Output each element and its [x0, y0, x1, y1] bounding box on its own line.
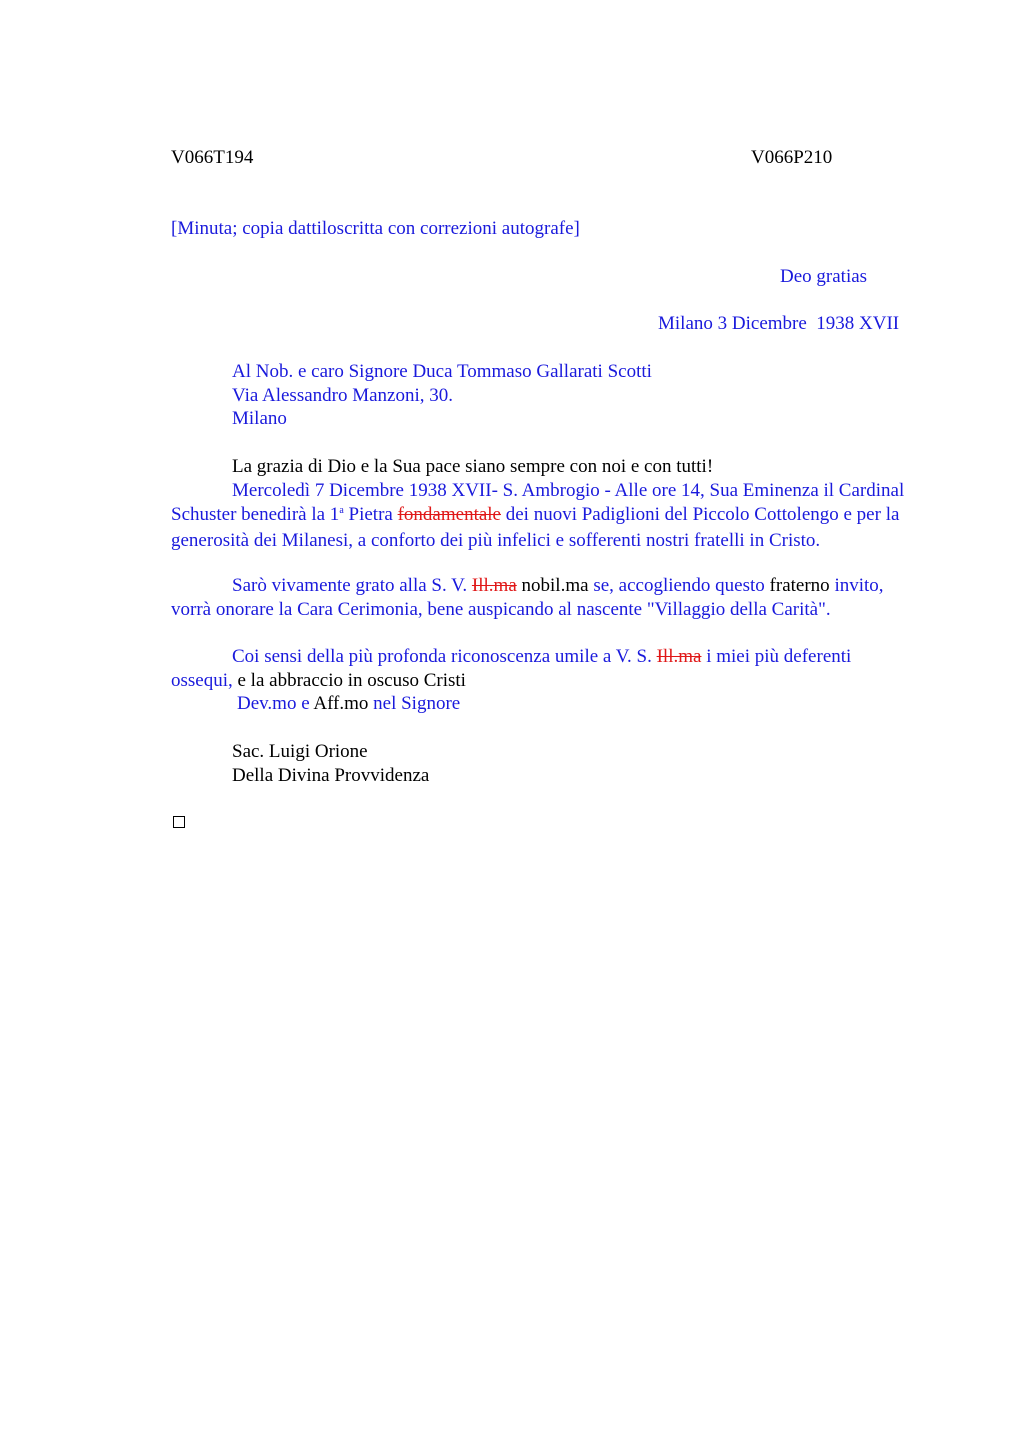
paragraph-1	[171, 479, 911, 553]
paragraph-3	[171, 645, 911, 692]
paragraph-2	[171, 574, 911, 621]
para1-struck: fondamentale	[397, 503, 501, 525]
para2-text-b: nobil.ma	[516, 575, 589, 596]
closing-text-c: nel Signore	[368, 693, 461, 714]
para1-text-c: dei nuovi Padiglioni del Piccolo Cottolengo e per la generosità dei Milanesi, a conforto dei più infelici e sofferenti nostri fratelli in Cristo.	[171, 503, 900, 552]
para1-superscript: a	[339, 504, 344, 516]
signature-line-1: Sac. Luigi Orione	[232, 741, 368, 762]
signature-line-2: Della Divina Provvidenza	[232, 765, 430, 786]
closing-text-a: Dev.mo e	[237, 693, 310, 714]
para3-struck: Ill.ma	[656, 646, 702, 667]
greeting: La grazia di Dio e la Sua pace siano sempre con noi e con tutti!	[232, 456, 714, 477]
header-left-code: V066T194	[171, 147, 254, 168]
closing	[237, 692, 460, 716]
para2-text-e: invito, vorrà onorare la Cara Cerimonia, bene auspicando al nascente "Villaggio della Carità".	[171, 575, 884, 620]
salutation-top: Deo gratias	[780, 266, 868, 287]
editorial-note: [Minuta; copia dattiloscritta con correzioni autografe]	[171, 218, 580, 239]
header-right-code: V066P210	[751, 147, 833, 168]
para2-text-d: fraterno	[764, 575, 830, 596]
para2-struck: Ill.ma	[471, 575, 517, 596]
date-line: Milano 3 Dicembre 1938 XVII	[658, 313, 900, 334]
para1-text-a: Mercoledì 7 Dicembre 1938 XVII- S. Ambrogio - Alle ore 14, Sua Eminenza il Cardinal Schuster benedirà la 1	[171, 480, 905, 525]
closing-text-b: Aff.mo	[309, 693, 369, 714]
para3-text-a: Coi sensi della più profonda riconoscenza umile a V. S.	[232, 646, 657, 667]
para3-text-c: e la abbraccio in oscuso Cristi	[232, 669, 466, 691]
para1-text-b: Pietra	[343, 503, 398, 525]
empty-checkbox-icon	[173, 816, 185, 828]
para2-text-a: Sarò vivamente grato alla S. V.	[232, 575, 472, 596]
para2-text-c: se, accogliendo questo	[588, 575, 765, 596]
para3-text-b: i miei più deferenti ossequi,	[171, 646, 852, 691]
address-line-3: Milano	[232, 408, 287, 429]
address-line-2: Via Alessandro Manzoni, 30.	[232, 385, 454, 406]
address-line-1: Al Nob. e caro Signore Duca Tommaso Gallarati Scotti	[232, 361, 652, 382]
